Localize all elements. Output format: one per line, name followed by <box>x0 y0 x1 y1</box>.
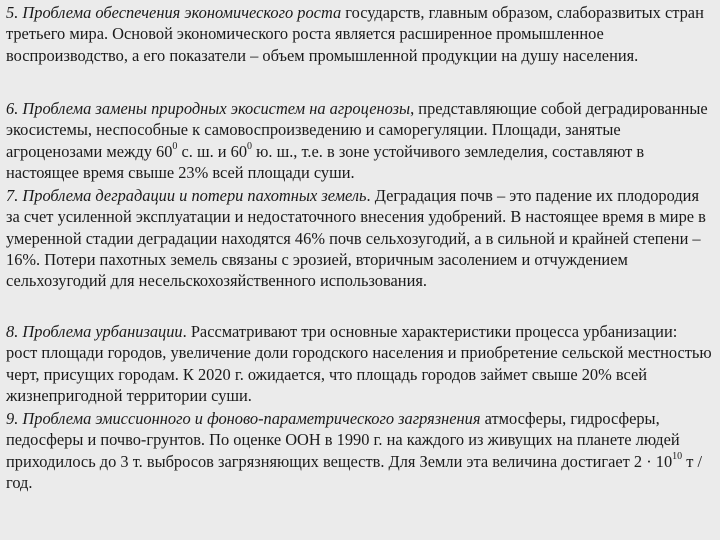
degree-superscript-north: 0 <box>172 141 178 153</box>
paragraph-6-text-c: ю. ш., т.е. в зоне устойчивого земледелия, составляют в настоящее время свыше 23% всей площади суши. <box>6 141 645 182</box>
paragraph-7-text: . Деградация почв – это падение их плодородия за счет усиленной эксплуатации и недостаточного внесения удобрений. В настоящее время в мире в умеренной стадии деградации находятся 46% почв сельхозугодий, а в сильной и крайней степени – 16%. Потери пахотных земель связаны с эрозией, вторичным засолением и отчуждением сельхозугодий для несельскохозяйственного использования. <box>6 186 706 291</box>
paragraph-6-text-b: с. ш. и 60 <box>177 141 248 161</box>
paragraph-8-text: . Рассматривают три основные характеристики процесса урбанизации: рост площади городов, увеличение доли городского населения и приобретение сельской местностью черт, присущих городам. К 2020 г. ожидается, что площадь городов займет свыше 20% всей жизнепригодной территории суши. <box>6 322 712 405</box>
paragraph-9-number: 9. <box>6 409 19 428</box>
paragraph-9 <box>6 408 712 493</box>
paragraph-6-title: Проблема замены природных экосистем на агроценозы <box>22 99 411 118</box>
degree-superscript-south: 0 <box>247 141 253 153</box>
paragraph-9-text-b: т / год. <box>6 451 703 492</box>
paragraph-5-title: Проблема обеспечения экономического роста <box>22 3 342 22</box>
paragraph-8 <box>6 321 712 406</box>
paragraph-8-number: 8. <box>6 322 19 341</box>
paragraph-6-number: 6. <box>6 99 19 118</box>
paragraph-5-number: 5. <box>6 3 19 22</box>
paragraph-5-text: государств, главным образом, слаборазвитых стран третьего мира. Основой экономического роста является расширенное промышленное воспроизводство, а его показатели – объем промышленной продукции на душу населения. <box>6 3 704 65</box>
paragraph-7 <box>6 185 712 291</box>
paragraph-6-text-a: , представляющие собой деградированные экосистемы, неспособные к самовоспроизведению и саморегуляции. Площади, занятые агроценозами между 60 <box>6 99 708 161</box>
paragraph-7-number: 7. <box>6 186 19 205</box>
paragraph-9-text-a: атмосферы, гидросферы, педосферы и почво-грунтов. По оценке ООН в 1990 г. на каждого из живущих на планете людей приходилось до 3 т. выбросов загрязняющих веществ. Для Земли эта величина достигает 2 · 10 <box>6 409 680 471</box>
paragraph-5 <box>6 2 712 66</box>
paragraph-8-title: Проблема урбанизации <box>22 322 183 341</box>
paragraph-6 <box>6 98 712 183</box>
paragraph-9-title: Проблема эмиссионного и фоново-параметрического загрязнения <box>22 409 481 428</box>
paragraph-7-title: Проблема деградации и потери пахотных земель <box>22 186 367 205</box>
exponent-superscript: 10 <box>672 451 683 463</box>
